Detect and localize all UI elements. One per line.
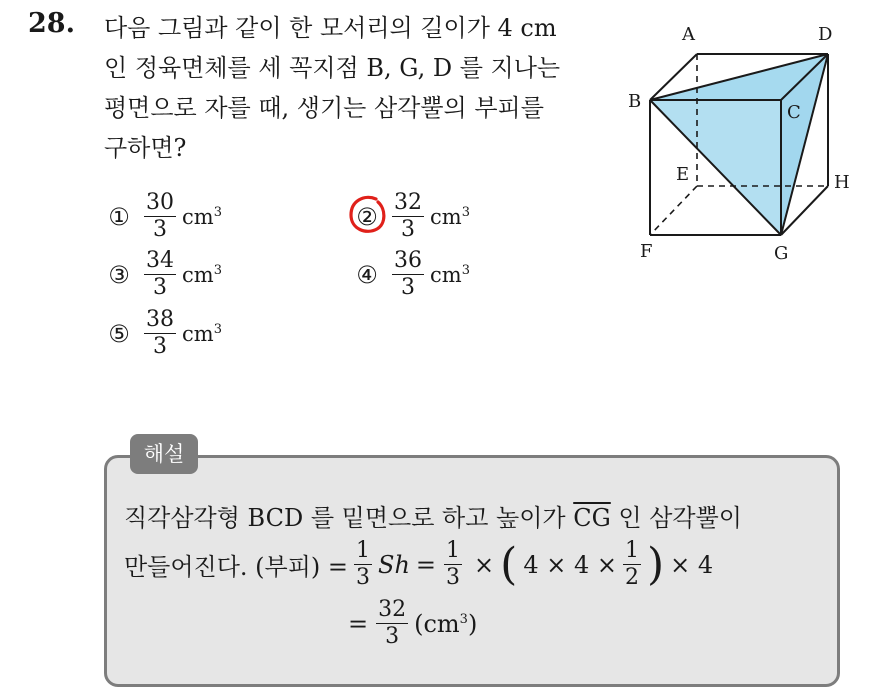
option-unit: $cm^3$ [182, 204, 222, 229]
vertex-label-e: E [676, 164, 690, 185]
question-text [104, 8, 604, 168]
option-1[interactable] [108, 190, 222, 243]
option-marker: ① [108, 202, 130, 231]
solution-line-2: 만들어진다. (부피) = $\frac{1}{3}$ Sh = $\frac{1}{3}$ × ( 4 × 4 × $\frac{1}{2}$ ) × 4 [124, 538, 714, 590]
option-marker: ③ [108, 260, 130, 289]
option-unit: $cm^3$ [182, 321, 222, 346]
right-paren: ) [646, 538, 665, 590]
option-3[interactable] [108, 248, 222, 301]
option-fraction: $\frac{30}{3}$ [146, 190, 174, 242]
solution-line-3: = $\frac{32}{3}$ $(cm^3)$ [348, 597, 478, 649]
fraction-result: $\frac{32}{3}$ [378, 597, 407, 649]
fraction-one-half: $\frac{1}{2}$ [624, 538, 639, 590]
question-line: 인 정육면체를 세 꼭지점 B, G, D 를 지나는 [104, 54, 561, 82]
vertex-label-g: G [774, 243, 789, 264]
vertex-label-f: F [640, 241, 653, 262]
option-fraction: $\frac{34}{3}$ [146, 248, 174, 300]
vertex-label-a: A [682, 24, 695, 45]
option-fraction: $\frac{36}{3}$ [394, 248, 422, 300]
cube-diagram [618, 14, 858, 269]
option-marker: ② [356, 202, 378, 231]
question-number: 28. [28, 8, 75, 39]
vertex-label-h: H [834, 172, 850, 193]
answer-circle-mark [346, 193, 390, 237]
vertex-label-c: C [787, 102, 801, 123]
fraction-one-third: $\frac{1}{3}$ [356, 538, 371, 590]
fraction-one-third: $\frac{1}{3}$ [446, 538, 461, 590]
option-unit: $cm^3$ [430, 262, 470, 287]
option-unit: $cm^3$ [182, 262, 222, 287]
vertex-label-b: B [628, 91, 642, 112]
solution-line-1: 직각삼각형 BCD 를 밑면으로 하고 높이가 $\overline{CG}$ 인 삼각뿔이 [124, 504, 742, 532]
option-fraction: $\frac{32}{3}$ [394, 190, 422, 242]
option-unit: $cm^3$ [430, 204, 470, 229]
question-line: 평면으로 자를 때, 생기는 삼각뿔의 부피를 [104, 94, 544, 122]
option-marker: ④ [356, 260, 378, 289]
option-marker: ⑤ [108, 319, 130, 348]
segment-cg: $\overline{CG}$ [573, 504, 611, 532]
solution-tag: 해설 [130, 434, 198, 474]
option-fraction: $\frac{38}{3}$ [146, 307, 174, 359]
option-5[interactable] [108, 307, 222, 360]
option-4[interactable] [356, 248, 470, 301]
question-line: 구하면? [104, 134, 187, 162]
vertex-label-d: D [818, 24, 833, 45]
question-line: 다음 그림과 같이 한 모서리의 길이가 4 cm [104, 14, 557, 42]
left-paren: ( [500, 538, 518, 590]
